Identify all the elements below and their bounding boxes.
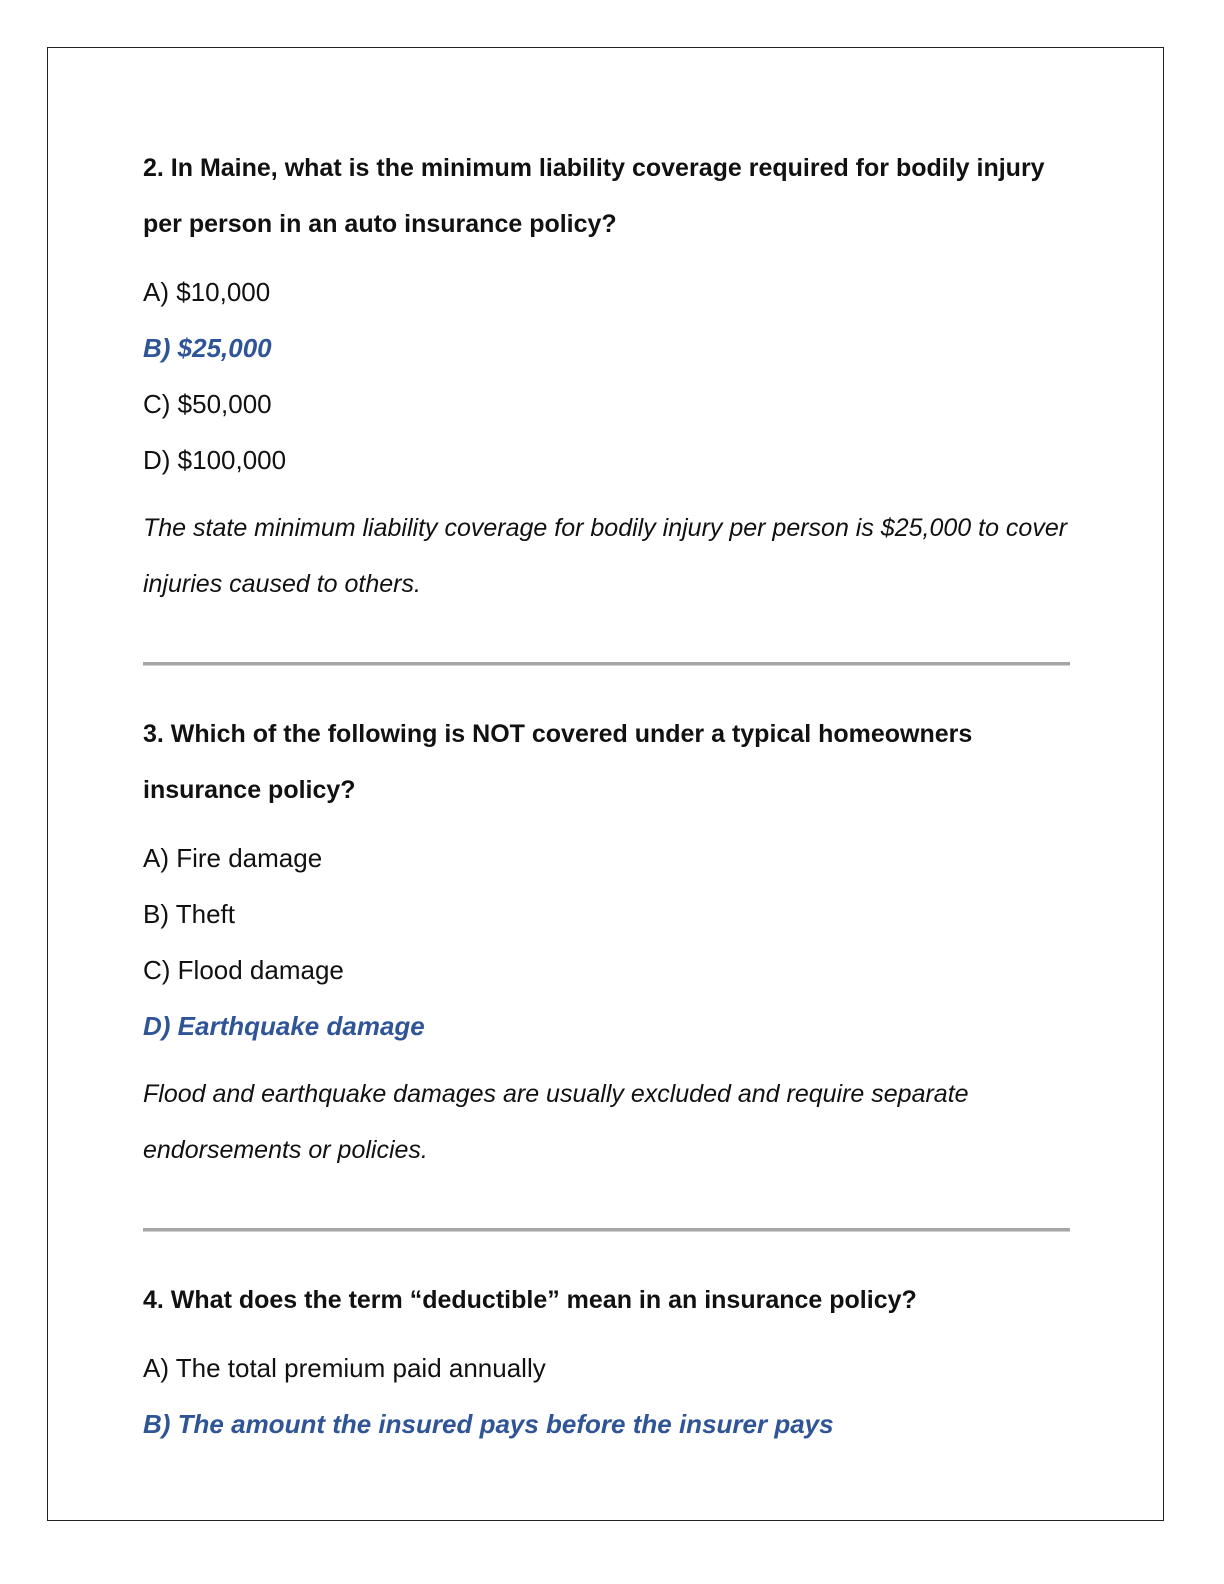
explanation-text: Flood and earthquake damages are usually excluded and require separate endorsements or policies. <box>143 1080 969 1164</box>
options-list <box>143 264 1073 488</box>
question-text: 3. Which of the following is NOT covered under a typical homeowners insurance policy? <box>143 720 973 804</box>
option-a: A) Fire damage <box>143 843 323 873</box>
options-list <box>143 830 1073 1054</box>
option-b: B) Theft <box>143 899 236 929</box>
question-block <box>143 1272 1073 1452</box>
option-b-correct: B) $25,000 <box>143 333 272 363</box>
page-content <box>143 140 1073 1452</box>
question-block <box>143 706 1073 1178</box>
question-block <box>143 140 1073 612</box>
option-b-correct: B) The amount the insured pays before the insurer pays <box>143 1409 834 1439</box>
option-d: D) $100,000 <box>143 445 287 475</box>
option-c: C) $50,000 <box>143 389 272 419</box>
option-a: A) $10,000 <box>143 277 271 307</box>
options-list <box>143 1340 1073 1452</box>
section-divider <box>143 1228 1070 1232</box>
question-text: 4. What does the term “deductible” mean in an insurance policy? <box>143 1286 917 1314</box>
option-a: A) The total premium paid annually <box>143 1353 546 1383</box>
question-text: 2. In Maine, what is the minimum liability coverage required for bodily injury per person in an auto insurance policy? <box>143 154 1045 238</box>
option-d-correct: D) Earthquake damage <box>143 1011 425 1041</box>
option-c: C) Flood damage <box>143 955 344 985</box>
section-divider <box>143 662 1070 666</box>
explanation-text: The state minimum liability coverage for bodily injury per person is $25,000 to cover injuries caused to others. <box>143 514 1068 598</box>
